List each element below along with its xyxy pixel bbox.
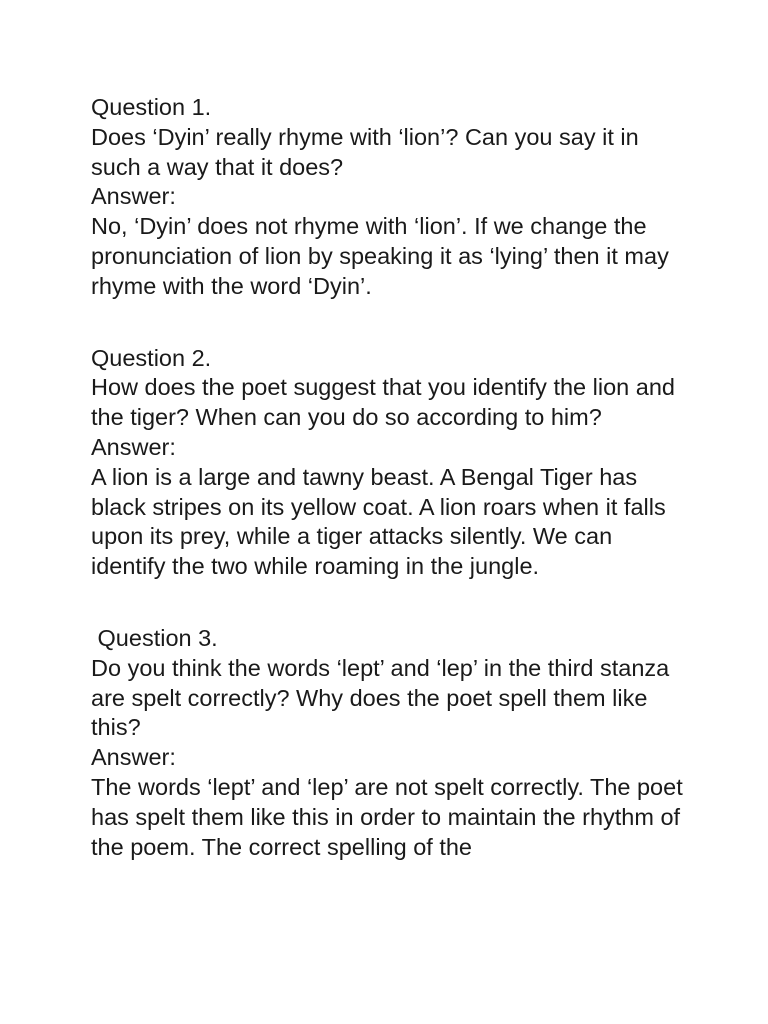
answer-text: A lion is a large and tawny beast. A Bengal Tiger has black stripes on its yellow coat. A lion roars when it falls upon its prey, while a tiger attacks silently. We can identify the two while roaming in the jungle.	[91, 463, 673, 580]
question-text: Does ‘Dyin’ really rhyme with ‘lion’? Can you say it in such a way that it does?	[91, 123, 646, 180]
document-page	[91, 93, 691, 904]
answer-label: Answer:	[91, 744, 176, 771]
answer-label: Answer:	[91, 183, 176, 210]
question-label: Question 3.	[91, 624, 218, 651]
question-text: How does the poet suggest that you identify the lion and the tiger? When can you do so according to him?	[91, 374, 682, 431]
qa-block-3	[91, 624, 691, 862]
qa-block-1	[91, 93, 691, 302]
question-text: Do you think the words ‘lept’ and ‘lep’ in the third stanza are spelt correctly? Why does the poet spell them like this?	[91, 654, 676, 741]
question-label: Question 1.	[91, 94, 212, 120]
answer-text: The words ‘lept’ and ‘lep’ are not spelt correctly. The poet has spelt them like this in order to maintain the rhythm of the poem. The correct spelling of the	[91, 773, 690, 860]
answer-label: Answer:	[91, 433, 176, 460]
qa-block-2	[91, 344, 691, 582]
question-label: Question 2.	[91, 344, 212, 371]
answer-text: No, ‘Dyin’ does not rhyme with ‘lion’. If we change the pronunciation of lion by speaking it as ‘lying’ then it may rhyme with the word ‘Dyin’.	[91, 213, 676, 299]
